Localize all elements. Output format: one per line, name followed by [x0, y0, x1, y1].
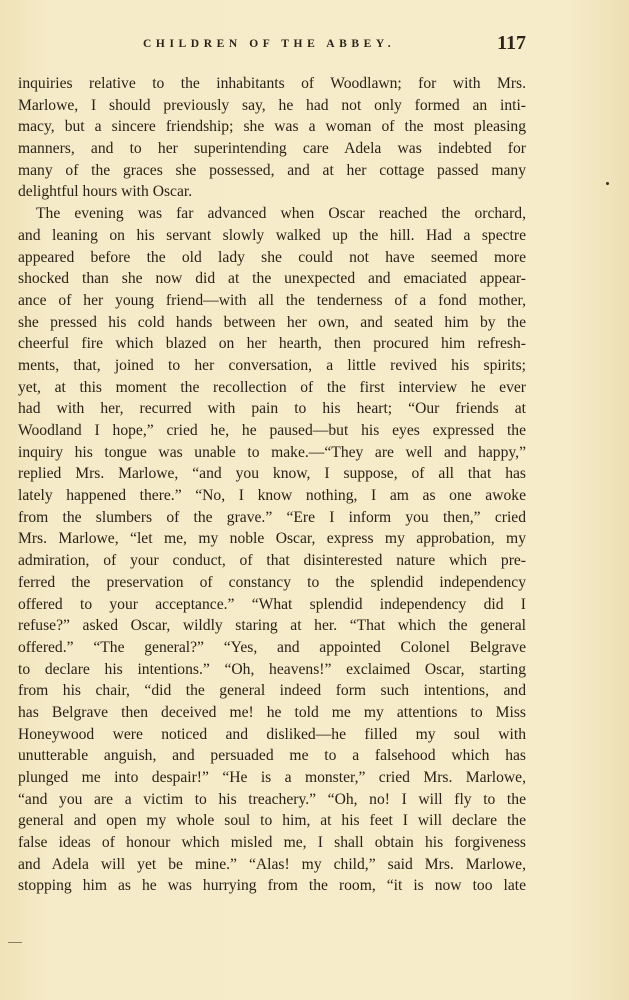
- text-line: had with her, recurred with pain to his heart; “Our friends at: [18, 400, 526, 418]
- text-line: and Adela will yet be mine.” “Alas! my child,” said Mrs. Marlowe,: [18, 855, 526, 873]
- text-line: and leaning on his servant slowly walked up the hill. Had a spectre: [18, 226, 526, 244]
- text-line: delightful hours with Oscar.: [18, 183, 193, 201]
- page-edge-mark: [8, 942, 22, 943]
- text-line: shocked than she now did at the unexpected and emaciated appear-: [18, 270, 526, 288]
- text-line: from the slumbers of the grave.” “Ere I inform you then,” cried: [18, 508, 526, 526]
- running-head: [0, 30, 629, 60]
- text-line: offered to your acceptance.” “What splendid independency did I: [18, 595, 526, 613]
- text-line: to declare his intentions.” “Oh, heavens!” exclaimed Oscar, starting: [18, 660, 526, 678]
- text-line: from his chair, “did the general indeed form such intentions, and: [18, 682, 526, 700]
- text-line: cheerful fire which blazed on her hearth, then procured him refresh-: [18, 335, 526, 353]
- margin-ink-speck: [606, 182, 609, 185]
- text-line: offered.” “The general?” “Yes, and appointed Colonel Belgrave: [18, 638, 526, 656]
- text-line: lately happened there.” “No, I know nothing, I am as one awoke: [18, 487, 526, 505]
- text-line: inquiries relative to the inhabitants of Woodlawn; for with Mrs.: [18, 75, 526, 92]
- text-line: ance of her young friend—with all the tenderness of a fond mother,: [18, 291, 526, 309]
- text-line: stopping him as he was hurrying from the room, “it is now too late: [18, 877, 526, 895]
- text-line: Honeywood were noticed and disliked—he filled my soul with: [18, 725, 526, 743]
- text-line: unutterable anguish, and persuaded me to a falsehood which has: [18, 747, 526, 765]
- text-line: she pressed his cold hands between her own, and seated him by the: [18, 313, 526, 331]
- text-line: Marlowe, I should previously say, he had not only formed an inti-: [18, 96, 526, 114]
- page-number: 117: [497, 32, 526, 54]
- text-line: admiration, of your conduct, of that disinterested nature which pre-: [18, 552, 526, 570]
- text-line: inquiry his tongue was unable to make.—“They are well and happy,”: [18, 443, 526, 461]
- text-line: refuse?” asked Oscar, wildly staring at her. “That which the general: [18, 617, 526, 635]
- text-line: macy, but a sincere friendship; she was a woman of the most pleasing: [18, 118, 526, 136]
- text-line: appeared before the old lady she could not have seemed more: [18, 248, 526, 266]
- text-line: Woodland I hope,” cried he, he paused—but his eyes expressed the: [18, 422, 526, 439]
- text-line: Mrs. Marlowe, “let me, my noble Oscar, express my approbation, my: [18, 530, 526, 548]
- body-text: [18, 73, 526, 897]
- text-line: general and open my whole soul to him, at his feet I will declare the: [18, 812, 526, 830]
- text-line: manners, and to her superintending care Adela was indebted for: [18, 140, 526, 158]
- text-line: plunged me into despair!” “He is a monster,” cried Mrs. Marlowe,: [18, 769, 526, 786]
- text-line: “and you are a victim to his treachery.” “Oh, no! I will fly to the: [18, 790, 526, 808]
- text-line: ments, that, joined to her conversation, a little revived his spirits;: [18, 356, 526, 374]
- text-line: ferred the preservation of constancy to the splendid independency: [18, 573, 526, 591]
- text-line: has Belgrave then deceived me! he told me my attentions to Miss: [18, 703, 526, 721]
- text-line: replied Mrs. Marlowe, “and you know, I suppose, of all that has: [18, 465, 526, 483]
- text-line: yet, at this moment the recollection of the first interview he ever: [18, 378, 526, 396]
- running-title: CHILDREN OF THE ABBEY.: [143, 38, 396, 50]
- text-line: The evening was far advanced when Oscar reached the orchard,: [36, 205, 526, 223]
- text-line: many of the graces she possessed, and at her cottage passed many: [18, 161, 526, 179]
- text-line: false ideas of honour which misled me, I shall obtain his forgiveness: [18, 834, 526, 852]
